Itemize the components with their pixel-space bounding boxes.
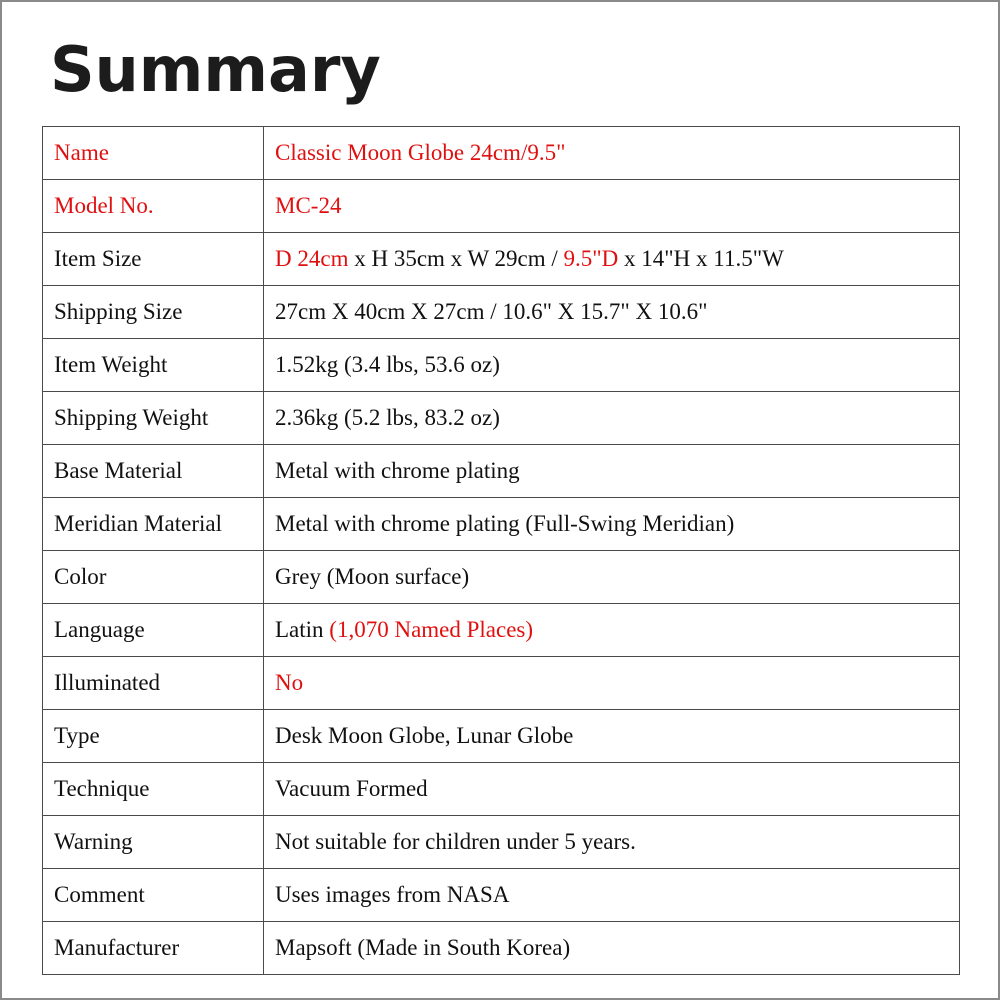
row-label: Name bbox=[43, 127, 264, 180]
row-label: Model No. bbox=[43, 180, 264, 233]
row-label: Shipping Size bbox=[43, 286, 264, 339]
table-row bbox=[43, 392, 960, 445]
row-value bbox=[264, 392, 960, 445]
row-label: Item Size bbox=[43, 233, 264, 286]
row-value bbox=[264, 445, 960, 498]
row-value bbox=[264, 233, 960, 286]
row-value bbox=[264, 498, 960, 551]
row-value-part: 27cm X 40cm X 27cm / 10.6" X 15.7" X 10.6" bbox=[275, 299, 708, 324]
table-row bbox=[43, 127, 960, 180]
row-value bbox=[264, 551, 960, 604]
row-value-part: 9.5"D bbox=[563, 246, 619, 271]
row-label: Shipping Weight bbox=[43, 392, 264, 445]
table-row bbox=[43, 922, 960, 975]
table-row bbox=[43, 339, 960, 392]
row-value bbox=[264, 816, 960, 869]
table-row bbox=[43, 657, 960, 710]
row-value-part: 2.36kg (5.2 lbs, 83.2 oz) bbox=[275, 405, 500, 430]
row-value-part: Grey (Moon surface) bbox=[275, 564, 470, 589]
row-label: Comment bbox=[43, 869, 264, 922]
row-value-part: Metal with chrome plating bbox=[275, 458, 520, 483]
summary-table-body bbox=[43, 127, 960, 975]
row-value-part: Mapsoft (Made in South Korea) bbox=[275, 935, 571, 960]
row-label: Color bbox=[43, 551, 264, 604]
table-row bbox=[43, 604, 960, 657]
row-value bbox=[264, 922, 960, 975]
row-label: Item Weight bbox=[43, 339, 264, 392]
table-row bbox=[43, 710, 960, 763]
row-value-part: Vacuum Formed bbox=[275, 776, 428, 801]
summary-table bbox=[42, 126, 960, 975]
row-value-part: (1,070 Named Places) bbox=[329, 617, 534, 642]
table-row bbox=[43, 286, 960, 339]
row-value-part: MC-24 bbox=[275, 193, 342, 218]
row-value bbox=[264, 180, 960, 233]
row-label: Meridian Material bbox=[43, 498, 264, 551]
row-value bbox=[264, 763, 960, 816]
row-value-part: Metal with chrome plating (Full-Swing Meridian) bbox=[275, 511, 735, 536]
row-label: Manufacturer bbox=[43, 922, 264, 975]
table-row bbox=[43, 180, 960, 233]
row-value-part: x 14"H x 11.5"W bbox=[618, 246, 784, 271]
row-value-part: Not suitable for children under 5 years. bbox=[275, 829, 636, 854]
table-row bbox=[43, 233, 960, 286]
row-label: Illuminated bbox=[43, 657, 264, 710]
row-value bbox=[264, 604, 960, 657]
row-value bbox=[264, 286, 960, 339]
row-value-part: Classic Moon Globe 24cm/9.5" bbox=[275, 140, 566, 165]
row-value bbox=[264, 339, 960, 392]
table-row bbox=[43, 763, 960, 816]
row-value-part: Uses images from NASA bbox=[275, 882, 510, 907]
page-title: Summary bbox=[50, 33, 381, 106]
row-value bbox=[264, 869, 960, 922]
row-value-part: No bbox=[275, 670, 304, 695]
table-row bbox=[43, 551, 960, 604]
row-label: Base Material bbox=[43, 445, 264, 498]
table-row bbox=[43, 445, 960, 498]
row-value-part: 1.52kg (3.4 lbs, 53.6 oz) bbox=[275, 352, 500, 377]
row-value bbox=[264, 710, 960, 763]
row-value bbox=[264, 657, 960, 710]
row-value-part: D 24cm bbox=[275, 246, 349, 271]
row-label: Technique bbox=[43, 763, 264, 816]
row-value bbox=[264, 127, 960, 180]
row-value-part: Desk Moon Globe, Lunar Globe bbox=[275, 723, 574, 748]
row-label: Type bbox=[43, 710, 264, 763]
row-value-part: x H 35cm x W 29cm / bbox=[348, 246, 564, 271]
row-label: Warning bbox=[43, 816, 264, 869]
table-row bbox=[43, 869, 960, 922]
table-row bbox=[43, 498, 960, 551]
row-value-part: Latin bbox=[275, 617, 330, 642]
row-label: Language bbox=[43, 604, 264, 657]
table-row bbox=[43, 816, 960, 869]
